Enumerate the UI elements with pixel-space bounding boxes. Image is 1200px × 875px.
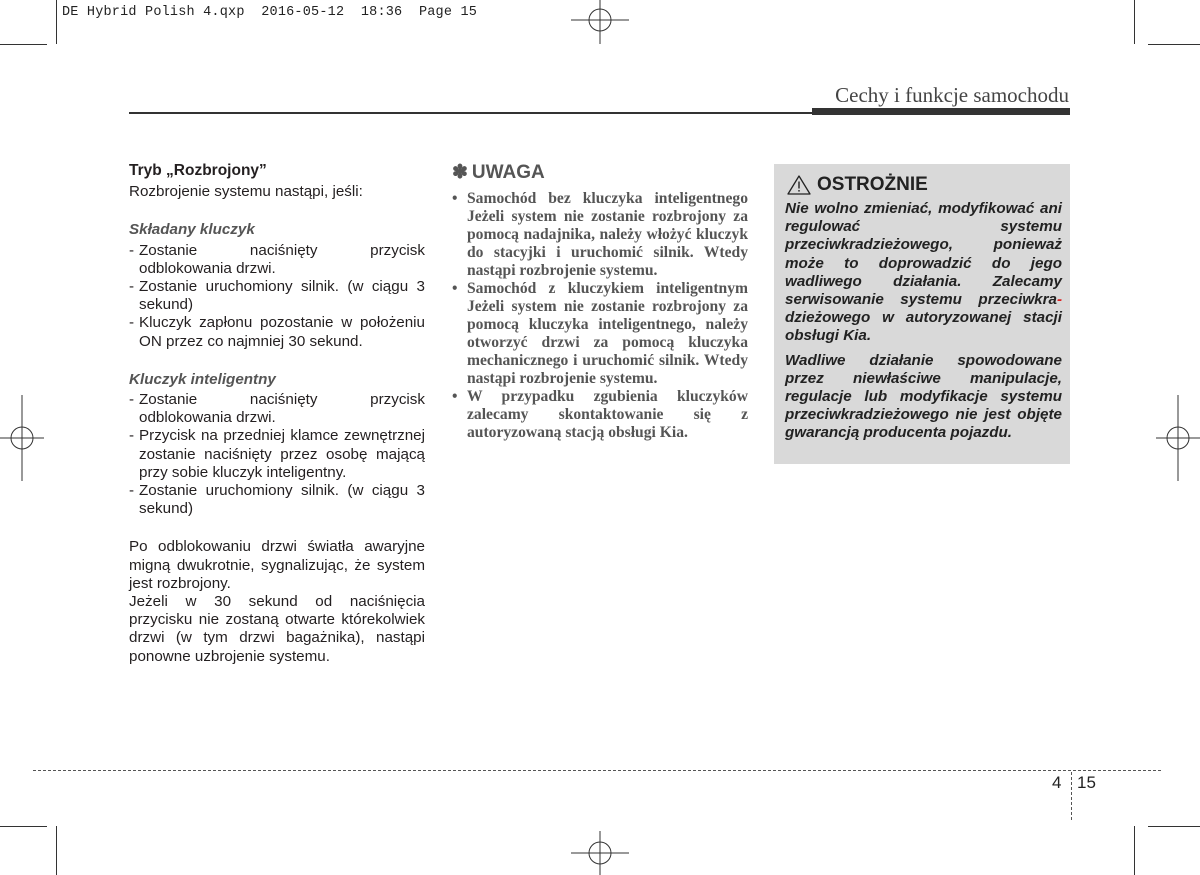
list-item: - Kluczyk zapłonu pozostanie w położeniu ON przez co najmniej 30 sekund. [129,314,425,350]
running-head: Cechy i funkcje samochodu [835,83,1069,107]
list-item: • Samochód z kluczykiem inteligentnym Jeżeli system nie zostanie rozbrojony za pomocą kluczyka inteligentnego, należy otworzyć drzwi za pomocą kluczyka mechanicznego i uruchomić silnik. Wtedy nastąpi rozbrojenie systemu. [452,280,748,388]
smart-key-subheading: Kluczyk inteligentny [129,370,276,388]
page-number: 15 [1077,773,1096,792]
note-section [452,161,748,442]
section-heading: Tryb „Rozbrojony” [129,162,267,179]
list-item: - Zostanie uruchomiony silnik. (w ciągu 3 sekund) [129,482,425,518]
print-slug: DE Hybrid Polish 4.qxp 2016-05-12 18:36 Page 15 [62,5,478,20]
smart-key-list [129,391,425,518]
caution-paragraph-2: Wadliwe działanie spowodowane przez niewłaściwe manipulacje, regulacje lub modyfikacje systemu przeciwkradzieżowego nie jest objęte gwarancją producenta pojazdu. [785,351,1062,442]
folding-key-subheading: Składany kluczyk [129,221,255,239]
registration-mark-left [0,395,44,481]
note-list [452,190,748,442]
registration-mark-bottom [571,831,629,875]
rearm-paragraph: Jeżeli w 30 sekund od naciśnięcia przycisku nie zostaną otwarte którekolwiek drzwi (w tym drzwi bagażnika), nastąpi ponowne uzbrojenie systemu. [129,593,425,665]
list-item: • W przypadku zgubienia kluczyków zalecamy skontaktowanie się z autoryzowaną stacją obsługi Kia. [452,388,748,442]
note-title [452,161,748,184]
header-rule [129,112,814,114]
chapter-number: 4 [1052,773,1062,792]
list-item: - Przycisk na przedniej klamce zewnętrznej zostanie naciśnięty przez osobę mającą przy sobie kluczyk inteligentny. [129,427,425,482]
header-rule-accent [812,108,1070,115]
folding-key-list [129,242,425,351]
caution-title [787,174,1062,196]
hazard-lights-paragraph: Po odblokowaniu drzwi światła awaryjne migną dwukrotnie, sygnalizując, że system jest rozbrojony. [129,538,425,592]
warning-triangle-icon [787,175,811,195]
note-title-text: UWAGA [471,161,545,183]
caution-title-text: OSTROŻNIE [817,174,928,195]
hyphen-mark: - [1056,291,1062,309]
registration-mark-right [1156,395,1200,481]
disarm-mode-section [129,162,425,666]
list-item: • Samochód bez kluczyka inteligentnego Jeżeli system nie zostanie rozbrojony za pomocą nadajnika, należy włożyć kluczyk do stacyjki i uruchomić silnik. Wtedy nastąpi rozbrojenie systemu. [452,190,748,280]
page-number-divider [1071,772,1073,820]
list-item: - Zostanie uruchomiony silnik. (w ciągu 3 sekund) [129,278,425,314]
list-item: - Zostanie naciśnięty przycisk odblokowania drzwi. [129,242,425,278]
section-intro: Rozbrojenie systemu nastąpi, jeśli: [129,183,363,201]
list-item: - Zostanie naciśnięty przycisk odblokowania drzwi. [129,391,425,427]
caution-paragraph-1: Nie wolno zmieniać, modyfikować ani regulować systemu przeciwkradzieżowego, ponieważ może to doprowadzić do jego wadliwego działania. Zalecamy serwisowanie systemu przeciwkra-dzieżowego w autoryzowanej stacji obsługi Kia. [785,200,1062,345]
caution-box [774,164,1070,464]
footer-rule [33,770,1161,771]
registration-mark-top [571,0,629,44]
note-asterisk-icon: ✽ [452,162,468,183]
